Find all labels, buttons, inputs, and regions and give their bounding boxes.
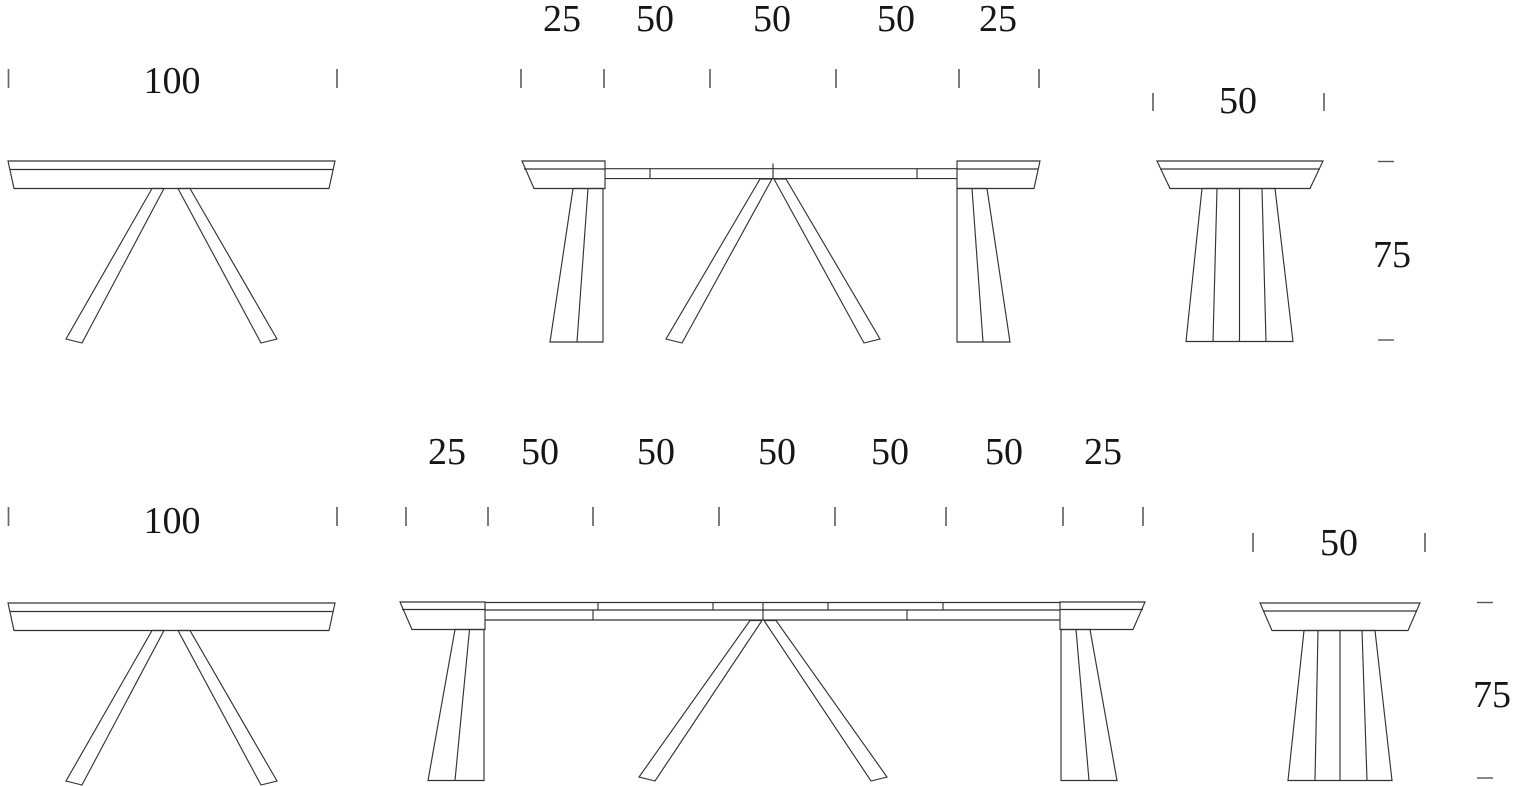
dim-label-seg-25: 25 <box>1084 431 1122 473</box>
dim-label-height-75: 75 <box>1373 234 1411 276</box>
dim-label-seg-25: 25 <box>428 431 466 473</box>
figure-bottom-side-view <box>1253 522 1511 781</box>
left-end-section <box>522 161 605 189</box>
right-support-leg-line <box>972 189 983 343</box>
pedestal-stave-line <box>1262 189 1266 342</box>
tabletop-outline <box>1157 161 1323 189</box>
figure-top-closed-front-view <box>8 60 337 343</box>
right-end-section <box>1060 602 1145 630</box>
tabletop-outline <box>8 161 335 189</box>
pedestal-stave-line <box>1213 189 1217 342</box>
right-end-section <box>957 161 1040 189</box>
dim-label-width-100: 100 <box>143 60 201 102</box>
right-support-leg <box>1061 630 1117 781</box>
tabletop-outline <box>8 603 335 631</box>
figure-top-side-view <box>1153 80 1411 342</box>
right-leg <box>178 189 277 344</box>
dim-label-seg-50: 50 <box>985 431 1023 473</box>
center-left-leg <box>666 179 772 343</box>
left-end-section <box>400 602 485 630</box>
dim-label-seg-50: 50 <box>521 431 559 473</box>
dim-label-seg-50: 50 <box>753 0 791 40</box>
dim-label-seg-50: 50 <box>636 0 674 40</box>
dim-label-seg-50: 50 <box>877 0 915 40</box>
left-leg <box>66 631 164 786</box>
dim-label-seg-50: 50 <box>637 431 675 473</box>
figure-bottom-closed-front-view <box>8 500 337 785</box>
right-support-leg-line <box>1076 630 1089 781</box>
center-left-leg <box>639 621 762 782</box>
center-right-leg <box>764 621 887 782</box>
right-leg <box>178 631 277 786</box>
dim-label-seg-25: 25 <box>543 0 581 40</box>
dim-label-seg-50: 50 <box>871 431 909 473</box>
figure-bottom-extended-front-view <box>400 431 1145 781</box>
center-right-leg <box>774 179 880 343</box>
left-support-leg-line <box>455 630 470 781</box>
right-support-leg <box>957 189 1010 343</box>
left-leg <box>66 189 164 344</box>
dim-label-depth-50: 50 <box>1219 80 1257 122</box>
figure-top-extended-front-view <box>521 0 1040 343</box>
dim-label-seg-50: 50 <box>758 431 796 473</box>
pedestal-stave-line <box>1315 631 1318 781</box>
dim-label-seg-25: 25 <box>979 0 1017 40</box>
left-support-leg <box>550 189 603 343</box>
dim-label-width-100: 100 <box>143 500 201 542</box>
left-support-leg <box>428 630 484 781</box>
pedestal-stave-line <box>1362 631 1367 781</box>
dim-label-height-75: 75 <box>1473 674 1511 716</box>
dim-label-depth-50: 50 <box>1320 522 1358 564</box>
tabletop-outline <box>1260 603 1420 631</box>
left-support-leg-line <box>577 189 588 343</box>
